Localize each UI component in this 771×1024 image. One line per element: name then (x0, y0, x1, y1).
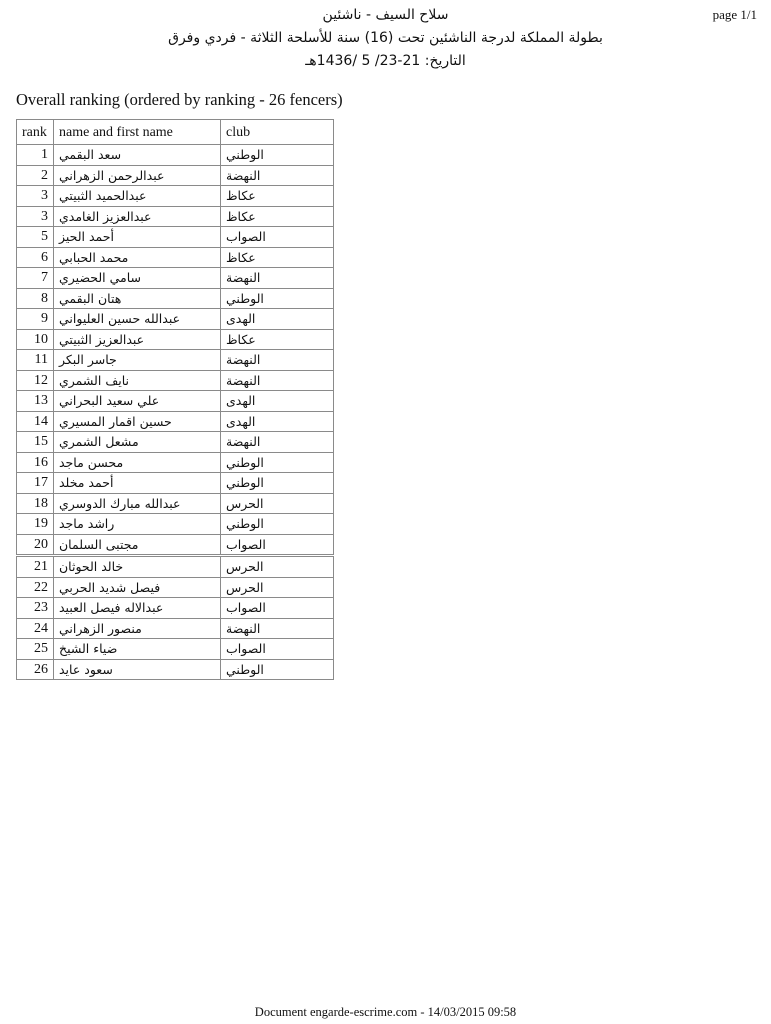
rank-cell: 3 (17, 186, 54, 207)
rank-cell: 9 (17, 309, 54, 330)
page-number: page 1/1 (712, 7, 757, 22)
club-cell: النهضة (221, 618, 334, 639)
name-cell: خالد الحوثان (54, 556, 221, 578)
club-cell: النهضة (221, 350, 334, 371)
name-cell: جاسر البكر (54, 350, 221, 371)
name-cell: عبدالعزيز الغامدي (54, 206, 221, 227)
rank-cell: 23 (17, 598, 54, 619)
club-cell: الحرس (221, 577, 334, 598)
club-cell: عكاظ (221, 329, 334, 350)
club-cell: الصواب (221, 639, 334, 660)
name-cell: عبدالله حسين العليواني (54, 309, 221, 330)
club-cell: النهضة (221, 432, 334, 453)
club-cell: الصواب (221, 227, 334, 248)
name-cell: مجتبى السلمان (54, 534, 221, 556)
table-row (17, 452, 334, 473)
rank-cell: 5 (17, 227, 54, 248)
rank-cell: 15 (17, 432, 54, 453)
name-cell: عبدالاله فيصل العبيد (54, 598, 221, 619)
header-championship-title: بطولة المملكة لدرجة الناشئين تحت (16) سنة للأسلحة الثلاثة - فردي وفرق (168, 30, 603, 46)
table-row (17, 432, 334, 453)
club-cell: الهدى (221, 391, 334, 412)
table-row (17, 391, 334, 412)
name-cell: عبدالرحمن الزهراني (54, 165, 221, 186)
table-header-row (17, 120, 334, 145)
club-cell: النهضة (221, 370, 334, 391)
club-cell: الهدى (221, 411, 334, 432)
table-row (17, 473, 334, 494)
name-cell: عبدالعزيز الثبيتي (54, 329, 221, 350)
rank-cell: 24 (17, 618, 54, 639)
rank-cell: 7 (17, 268, 54, 289)
name-cell: منصور الزهراني (54, 618, 221, 639)
table-row (17, 350, 334, 371)
rank-cell: 21 (17, 556, 54, 578)
name-cell: ضياء الشيخ (54, 639, 221, 660)
name-cell: هتان البقمي (54, 288, 221, 309)
name-cell: نايف الشمري (54, 370, 221, 391)
name-cell: أحمد الحيز (54, 227, 221, 248)
rank-cell: 14 (17, 411, 54, 432)
name-cell: حسين اقمار المسيري (54, 411, 221, 432)
club-cell: عكاظ (221, 247, 334, 268)
club-cell: الصواب (221, 534, 334, 556)
rank-cell: 12 (17, 370, 54, 391)
club-cell: الوطني (221, 659, 334, 680)
rank-cell: 6 (17, 247, 54, 268)
club-cell: الحرس (221, 556, 334, 578)
column-header-name: name and first name (54, 120, 221, 145)
name-cell: راشد ماجد (54, 514, 221, 535)
rank-cell: 16 (17, 452, 54, 473)
name-cell: عبدالله مبارك الدوسري (54, 493, 221, 514)
club-cell: الوطني (221, 145, 334, 166)
rank-cell: 1 (17, 145, 54, 166)
club-cell: الوطني (221, 288, 334, 309)
document-header (0, 4, 771, 73)
table-row (17, 534, 334, 556)
name-cell: أحمد مخلد (54, 473, 221, 494)
club-cell: الوطني (221, 473, 334, 494)
table-row (17, 639, 334, 660)
rank-cell: 17 (17, 473, 54, 494)
rank-cell: 20 (17, 534, 54, 556)
table-row (17, 493, 334, 514)
table-row (17, 598, 334, 619)
table-row (17, 288, 334, 309)
table-row (17, 206, 334, 227)
rank-cell: 11 (17, 350, 54, 371)
club-cell: عكاظ (221, 206, 334, 227)
document-footer: Document engarde-escrime.com - 14/03/2015 09:58 (254, 1005, 517, 1019)
club-cell: الهدى (221, 309, 334, 330)
rank-cell: 10 (17, 329, 54, 350)
table-row (17, 186, 334, 207)
table-row (17, 227, 334, 248)
table-row (17, 556, 334, 578)
club-cell: الحرس (221, 493, 334, 514)
name-cell: عبدالحميد الثبيتي (54, 186, 221, 207)
table-row (17, 577, 334, 598)
table-row (17, 268, 334, 289)
name-cell: محسن ماجد (54, 452, 221, 473)
table-row (17, 309, 334, 330)
column-header-club: club (221, 120, 334, 145)
name-cell: سامي الحضيري (54, 268, 221, 289)
ranking-table (16, 119, 334, 680)
table-row (17, 247, 334, 268)
table-row (17, 618, 334, 639)
header-weapon-title: سلاح السيف - ناشئين (322, 7, 449, 23)
table-row (17, 145, 334, 166)
rank-cell: 8 (17, 288, 54, 309)
rank-cell: 2 (17, 165, 54, 186)
table-row (17, 329, 334, 350)
name-cell: محمد الحبابي (54, 247, 221, 268)
name-cell: علي سعيد البحراني (54, 391, 221, 412)
club-cell: الوطني (221, 452, 334, 473)
rank-cell: 3 (17, 206, 54, 227)
rank-cell: 26 (17, 659, 54, 680)
club-cell: عكاظ (221, 186, 334, 207)
table-row (17, 411, 334, 432)
club-cell: الصواب (221, 598, 334, 619)
rank-cell: 13 (17, 391, 54, 412)
rank-cell: 19 (17, 514, 54, 535)
header-date: التاريخ: 21-23/ 5 /1436هـ (305, 53, 466, 69)
ranking-heading: Overall ranking (ordered by ranking - 26 fencers) (16, 90, 343, 109)
table-row (17, 514, 334, 535)
ranking-table-body (17, 145, 334, 680)
name-cell: فيصل شديد الحربي (54, 577, 221, 598)
rank-cell: 25 (17, 639, 54, 660)
rank-cell: 18 (17, 493, 54, 514)
table-row (17, 370, 334, 391)
rank-cell: 22 (17, 577, 54, 598)
name-cell: سعود عايد (54, 659, 221, 680)
club-cell: النهضة (221, 165, 334, 186)
table-row (17, 659, 334, 680)
column-header-rank: rank (17, 120, 54, 145)
name-cell: سعد البقمي (54, 145, 221, 166)
club-cell: الوطني (221, 514, 334, 535)
name-cell: مشعل الشمري (54, 432, 221, 453)
club-cell: النهضة (221, 268, 334, 289)
table-row (17, 165, 334, 186)
